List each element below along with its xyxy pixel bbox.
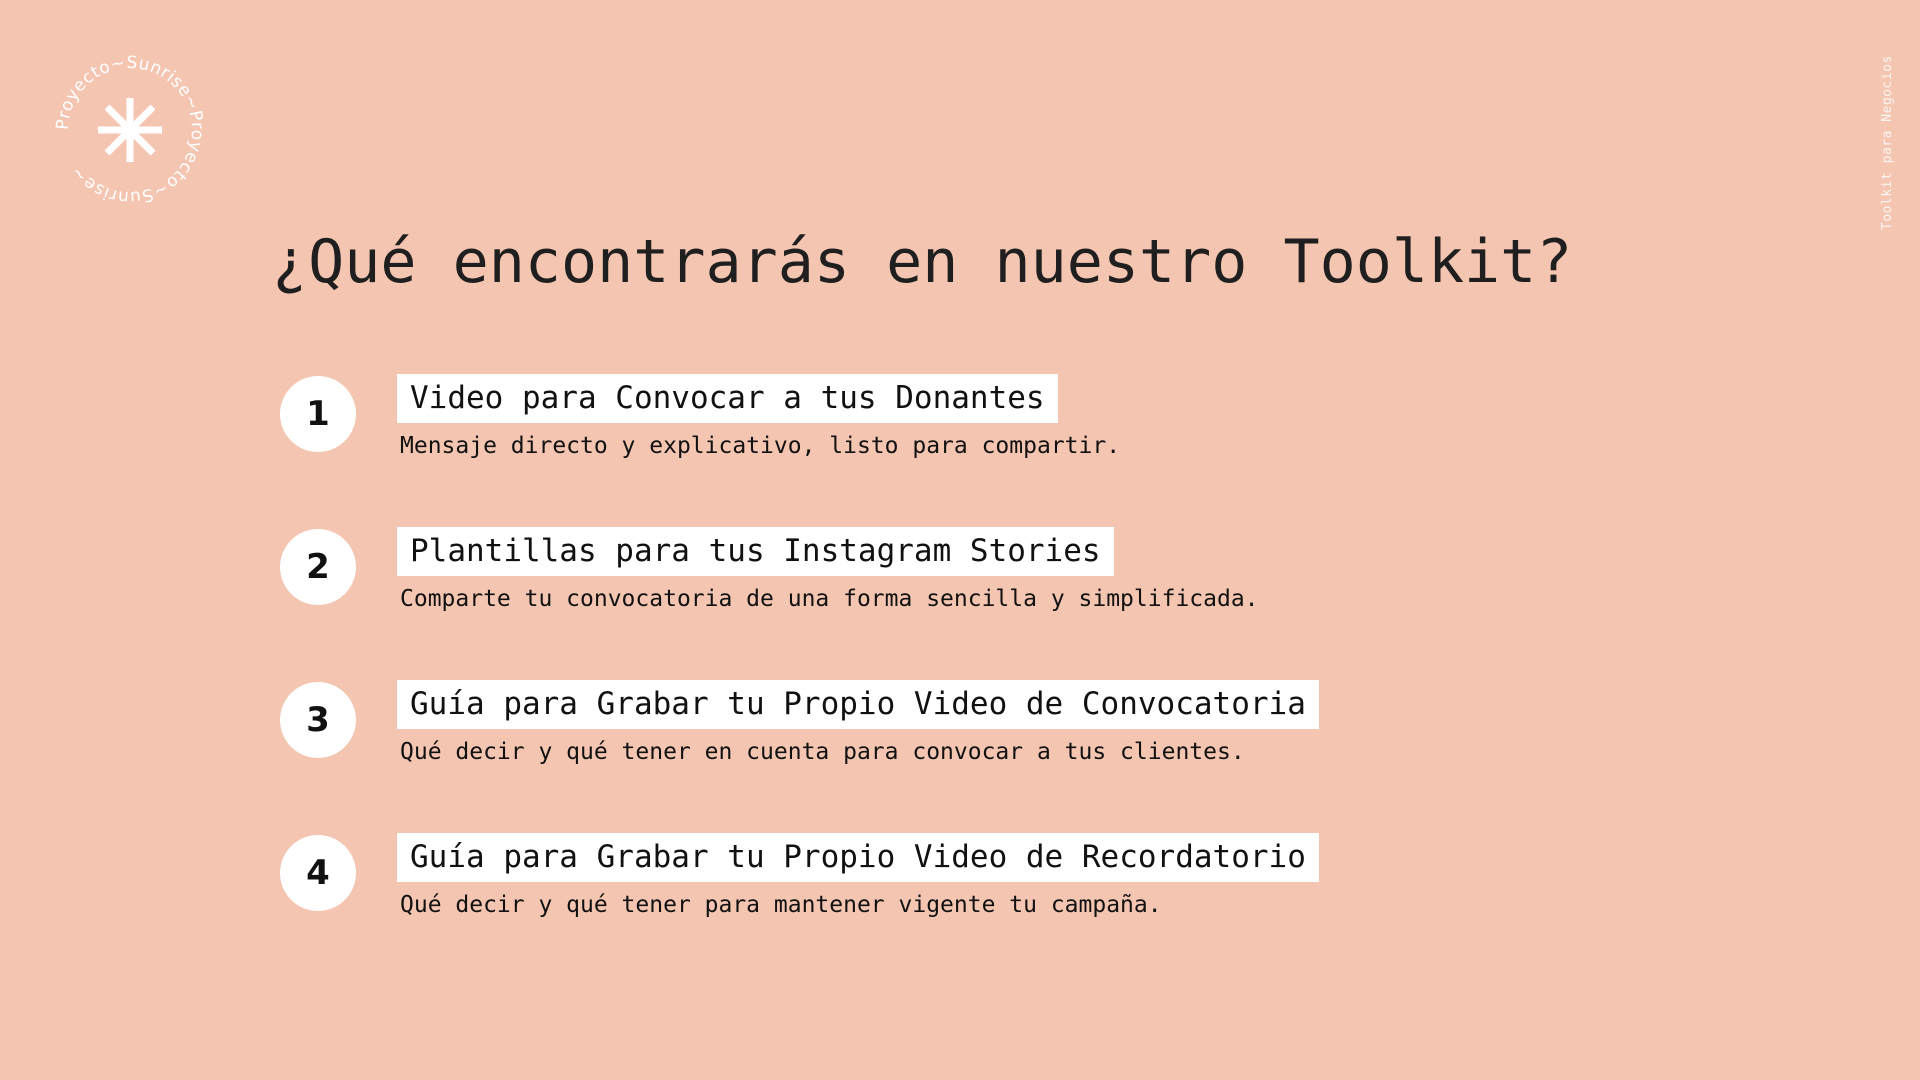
item-title: Plantillas para tus Instagram Stories [397, 527, 1114, 576]
item-title: Guía para Grabar tu Propio Video de Convocatoria [397, 680, 1319, 729]
brand-logo [50, 50, 210, 210]
logo-ring-text: Proyecto~Sunrise~Proyecto~Sunrise~ [52, 52, 208, 208]
item-title: Video para Convocar a tus Donantes [397, 374, 1058, 423]
asterisk-icon [98, 98, 162, 162]
list-item [280, 376, 1580, 496]
sunrise-badge [50, 50, 210, 210]
item-description: Comparte tu convocatoria de una forma sencilla y simplificada. [400, 586, 1259, 612]
item-title: Guía para Grabar tu Propio Video de Recordatorio [397, 833, 1319, 882]
item-number-badge: 3 [280, 682, 356, 758]
list-item [280, 529, 1580, 649]
item-number-badge: 1 [280, 376, 356, 452]
page-title: ¿Qué encontrarás en nuestro Toolkit? [272, 227, 1573, 297]
list-item [280, 835, 1580, 955]
side-label: Toolkit para Negocios [1880, 55, 1895, 230]
item-number-badge: 2 [280, 529, 356, 605]
item-description: Qué decir y qué tener para mantener vigente tu campaña. [400, 892, 1162, 918]
item-number-badge: 4 [280, 835, 356, 911]
item-description: Mensaje directo y explicativo, listo para compartir. [400, 433, 1121, 459]
item-description: Qué decir y qué tener en cuenta para convocar a tus clientes. [400, 739, 1245, 765]
list-item [280, 682, 1580, 802]
